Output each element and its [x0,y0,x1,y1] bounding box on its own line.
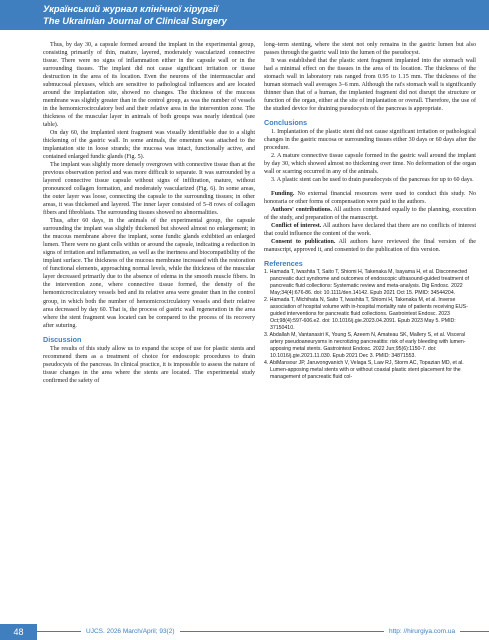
footer-journal-citation: UJCS. 2026 March/April; 93(2) [81,624,180,640]
contributions-label: Authors' contributions. [271,207,332,214]
paragraph: The results of this study allow us to expand the scope of use for plastic stents and recommend them as a treatment of choice for endoscopic procedures to drain pseudocysts of the pancreas. In clinical practice, it is impossible to assess the nature of tissue changes in the area where the stents are located. The experimental study confirmed the safety of [43,345,255,384]
funding-text: No external financial resources were used to conduct this study. No honoraria or other forms of compensation were paid to the authors. [264,191,476,206]
discussion-heading: Discussion [43,334,82,344]
conclusion-item: 3. A plastic stent can be used to drain pseudocysts of the pancreas for up to 60 days. [271,177,474,184]
consent-text: All authors have reviewed the final version of the manuscript, approved it, and consented to the publication of this version. [264,239,476,254]
page-number: 48 [0,624,37,640]
footer-website-link[interactable]: http: //hirurgiya.com.ua [384,624,460,640]
consent-label: Consent to publication. [271,239,336,246]
contributions-statement [264,206,476,222]
journal-title-ukrainian: Український журнал клінічної хірургії [43,3,219,14]
conflict-text: All authors have declared that there are no conflicts of interest that could influence the content of the work. [264,223,477,238]
journal-title-english: The Ukrainian Journal of Clinical Surgery [43,15,227,26]
journal-header [0,0,489,30]
paragraph: long–term stenting, where the stent not only remains in the gastric lumen but also passes through the gastric wall into the lumen of the pseudocyst. [264,42,476,57]
paragraph: On day 60, the implanted stent fragment was visually identifiable due to a slight thickening of the gastric wall. In some animals, the omentum was attached to the implantation site in loose strands; the mucosa was intact, functionally active, and contained enlarged fundic glands (Fig. 5). [43,130,255,161]
conflict-statement [264,222,476,238]
funding-statement [264,190,476,206]
reference-item: 2. Hamada T, Michihata N, Saito T, Iwashita T, Shiomi H, Takenaka M, et al. Inverse association of hospital volume with in-hospital mortality rate of patients receiving EUS-guided interventions for pancreatic fluid collections. Gastrointest Endosc. 2023 Oct;98(4):597-606.e2. doi: 10.1016/j.gie.2023.04.2091. Epub 2023 May 5. PMID: 37150410. [264,297,468,331]
contributions-text: All authors contributed equally to the planning, execution of the study, and preparation of the manuscript. [264,207,476,222]
consent-statement [264,238,476,254]
left-column [43,41,255,385]
conclusions-heading: Conclusions [264,118,308,128]
reference-item: 3. Abdallah M, Vantanasiri K, Young S, Azeem N, Amateau SK, Mallery S, et al. Visceral artery pseudoaneurysms in necrotizing pancreatitis: risk of early bleeding with lumen-apposing metal stents. Gastrointest Endosc. 2022 Jun;95(6):1150-7. doi: 10.1016/j.gie.2021.11.030. Epub 2021 Dec 3. PMID: 34871553. [264,331,466,359]
conclusion-item: 2. A mature connective tissue capsule formed in the gastric wall around the implant by day 30, which showed almost no thickening over time. No deformation of the organ wall or scarring occurred in any of the animals. [264,153,476,176]
references-heading: References [264,259,303,269]
reference-item: 4. AbiMansour JP, Jaruvongvanich V, Velaga S, Law RJ, Storm AC, Topazian MD, et al. Lumen-apposing metal stents with or without coaxial plastic stent placement for the management of pancreatic fluid col- [264,359,464,380]
paragraph: Thus, by day 30, a capsule formed around the implant in the experimental group, consisting primarily of thin, mature, layered, moderately vascularized connective tissue. There were no signs of inflammation either in the capsule wall or in the surrounding tissues. The implant did not cause significant irritation or tissue destruction in the area of its location. Even the neurons of the intermuscular and submucosal plexuses, which are sensitive to pathological influences and are located around the implantation site, showed no changes. The thickness of the mucous membrane was slightly greater than in the control group, as was the number of vessels in the hemomicrocirculatory bed and their relative area in the intervention zone. The thickness of the muscular layer in animals of both groups was nearly identical (see table). [43,42,255,129]
conclusion-item: 1. Implantation of the plastic stent did not cause significant irritation or pathological changes in the gastric mucosa or surrounding tissues either 30 days or 60 days after the procedure. [264,129,476,152]
reference-item: 1. Hamada T, Iwashita T, Saito T, Shiomi H, Takenaka M, Isayama H, et al. Disconnected pancreatic duct syndrome and outcomes of endoscopic ultrasound-guided treatment of pancreatic fluid collections: Systematic review and meta-analysis. Dig Endosc. 2022 May;34(4):676-86. doi: 10.1111/den.14142. Epub 2021 Oct 15. PMID: 34544204. [264,269,469,297]
conflict-label: Conflict of interest. [271,223,322,230]
funding-label: Funding. [271,191,295,198]
references-list [264,269,476,380]
paragraph: It was established that the plastic stent fragment implanted into the stomach wall had a minimal effect on the tissues in the area of its location. The thickness of the stomach wall in laboratory rats ranged from 0.95 to 1.15 mm. The thickness of the human stomach wall averages 3–6 mm. Although the rat's stomach wall is significantly thinner than that of a human, the implanted fragment did not disrupt the structure or function of the organ, either at the site of implantation or overall. Therefore, the use of the studied device for draining pseudocysts of the pancreas is appropriate. [264,58,476,113]
right-column [264,41,476,381]
paragraph: Thus, after 60 days, in the animals of the experimental group, the capsule surrounding the implant was slightly thickened but showed almost no enlargement; in the mucous membrane above the implant, some fundic glands exhibited an enlarged lumen. There were no giant cells within or around the capsule, indicating a reduction in signs of irritation and inflammation, as well as the inertness and biocompatibility of the implant surface. The thickness of the mucous membrane increased with the restoration of functional elements, approaching normal levels, while the thickness of the muscular layer decreased primarily due to the absence of edema in the smooth muscle fibers. In the intervention zone, where connective tissue formed, the density of the hemomicrocirculatory vessels bed and its relative area were greater than in the control group, in which both the number of hemomicrocirculatory vessels and their relative area decreased by day 60. That is, the process of gastric wall regeneration in the area where the stent fragment was located can be compared to the process of its recovery after suturing. [43,218,255,329]
paragraph: The implant was slightly more densely overgrown with connective tissue than at the previous observation period and was more difficult to separate. It was surrounded by a layered connective tissue capsule without signs of infiltration, mature, without pronounced collagen formation, and moderately vascularized (Fig. 6). In some areas, the outer layer was loose, connecting the capsule to the surrounding tissues; in other areas, it was thickened and layered. The inner layer consisted of 5–8 rows of collagen fibers and fibroblasts. The surrounding tissues showed no abnormalities. [43,162,255,217]
